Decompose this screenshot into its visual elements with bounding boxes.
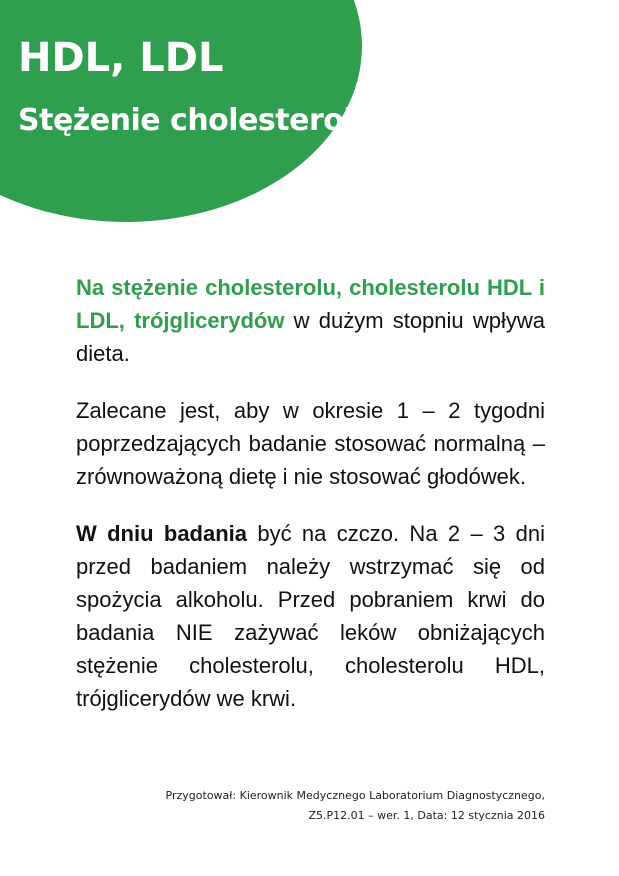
page-subtitle: Stężenie cholesterolu bbox=[18, 103, 375, 138]
footer-document-version: Z5.P12.01 – wer. 1, Data: 12 stycznia 2016 bbox=[308, 809, 545, 822]
paragraph-diet-emphasis: Na stężenie cholesterolu, cholesterolu HDL i LDL, trójglicerydów bbox=[76, 275, 545, 333]
paragraph-diet-text: w dużym stopniu wpływa dieta. bbox=[76, 308, 545, 366]
paragraph-recommendation: Zalecane jest, aby w okresie 1 – 2 tygodni poprzedzających badanie stosować normalną – zrównoważoną dietę i nie stosować głodówek. bbox=[76, 398, 545, 489]
footer-note bbox=[85, 786, 545, 826]
paragraph-diet-influence bbox=[76, 271, 545, 370]
paragraph-test-day bbox=[76, 517, 545, 715]
main-content bbox=[76, 271, 545, 739]
page-title: HDL, LDL bbox=[18, 35, 224, 81]
paragraph-test-day-text: być na czczo. Na 2 – 3 dni przed badaniem należy wstrzymać się od spożycia alkoholu. Przed pobraniem krwi do badania NIE zażywać leków obniżających stężenie cholesterolu, cholesterolu HDL, trójglicerydów we krwi. bbox=[76, 521, 545, 711]
footer-prepared-by: Przygotował: Kierownik Medycznego Laboratorium Diagnostycznego, bbox=[165, 789, 545, 802]
paragraph-test-day-emphasis: W dniu badania bbox=[76, 521, 248, 546]
